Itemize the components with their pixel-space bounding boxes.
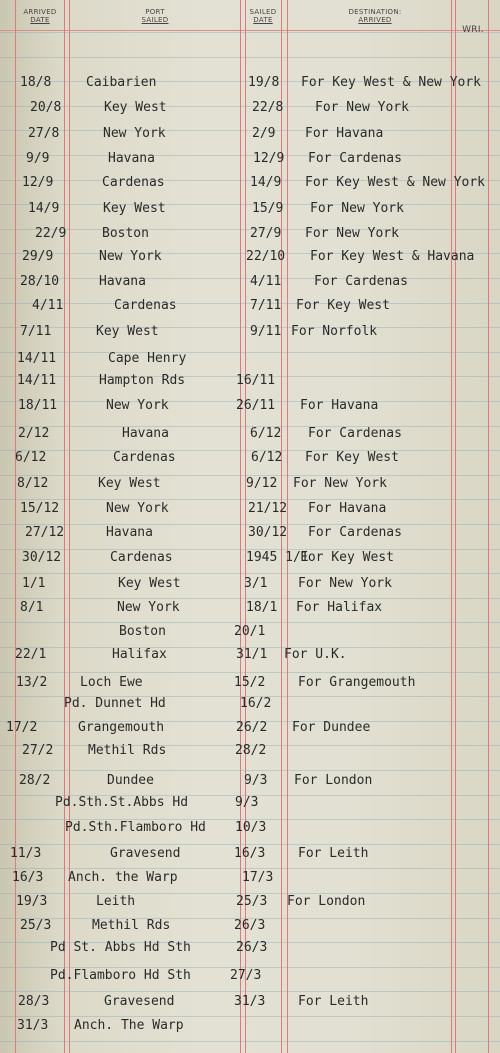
sailed-date-cell: 6/12 (251, 450, 283, 465)
ruled-line (0, 1041, 500, 1042)
ruled-line (0, 991, 500, 992)
ruled-line (0, 450, 500, 451)
port-sailed-cell: New York (99, 249, 162, 264)
ruled-line (0, 868, 500, 869)
sailed-date-cell: 22/10 (246, 249, 286, 264)
port-sailed-cell: New York (106, 398, 169, 413)
ruled-line (0, 1016, 500, 1017)
sailed-date-cell: 26/2 (236, 720, 268, 735)
destination-cell: For Key West (305, 450, 399, 465)
destination-cell: For Cardenas (308, 151, 402, 166)
arrived-date-cell: 14/11 (17, 373, 57, 388)
destination-cell: For Key West & Havana (310, 249, 475, 264)
sailed-date-cell: 4/11 (250, 274, 282, 289)
port-sailed-cell: Key West (118, 576, 181, 591)
sailed-date-cell: 26/3 (236, 940, 268, 955)
sailed-date-cell: 18/1 (246, 600, 278, 615)
arrived-date-cell: 13/2 (16, 675, 48, 690)
ruled-line (0, 672, 500, 673)
arrived-date-cell: 6/12 (15, 450, 47, 465)
port-sailed-cell: Key West (98, 476, 161, 491)
header-destination: DESTINATION: ARRIVED (348, 8, 402, 24)
sailed-date-cell: 15/2 (234, 675, 266, 690)
arrived-date-cell: 8/12 (17, 476, 49, 491)
destination-cell: For Halifax (296, 600, 383, 615)
arrived-date-cell: 4/11 (32, 298, 64, 313)
header-arrived-date: ARRIVED DATE (23, 8, 57, 24)
port-sailed-cell: Dundee (107, 773, 154, 788)
arrived-date-cell: 22/1 (15, 647, 47, 662)
destination-cell: For Cardenas (308, 426, 402, 441)
arrived-date-cell: 9/9 (26, 151, 50, 166)
sailed-date-cell: 9/3 (235, 795, 259, 810)
arrived-date-cell: 20/8 (30, 100, 62, 115)
sailed-date-cell: 1945 1/1 (246, 550, 309, 565)
port-sailed-cell: Methil Rds (92, 918, 171, 933)
ruled-line (0, 130, 500, 131)
arrived-date-cell: 28/2 (19, 773, 51, 788)
port-sailed-cell: Boston (119, 624, 166, 639)
ruled-line (0, 352, 500, 353)
sailed-date-cell: 20/1 (234, 624, 266, 639)
arrived-date-cell: 29/9 (22, 249, 54, 264)
destination-cell: For Dundee (292, 720, 371, 735)
sailed-date-cell: 27/9 (250, 226, 282, 241)
port-sailed-cell: Halifax (112, 647, 167, 662)
port-sailed-cell: Havana (106, 525, 153, 540)
port-sailed-cell: Cardenas (113, 450, 176, 465)
destination-cell: For New York (293, 476, 387, 491)
port-sailed-cell: Havana (99, 274, 146, 289)
sailed-date-cell: 2/9 (252, 126, 276, 141)
arrived-date-cell: 27/8 (28, 126, 60, 141)
arrived-date-cell: 31/3 (17, 1018, 49, 1033)
arrived-date-cell: 18/11 (18, 398, 58, 413)
destination-cell: For Key West & New York (305, 175, 486, 190)
port-sailed-cell: New York (106, 501, 169, 516)
sailed-date-cell: 19/8 (248, 75, 280, 90)
sailed-date-cell: 10/3 (235, 820, 267, 835)
arrived-date-cell: 11/3 (10, 846, 42, 861)
sailed-date-cell: 22/8 (252, 100, 284, 115)
destination-cell: For Grangemouth (298, 675, 416, 690)
arrived-date-cell: 22/9 (35, 226, 67, 241)
port-sailed-cell: Hampton Rds (99, 373, 186, 388)
sailed-date-cell: 12/9 (253, 151, 285, 166)
arrived-date-cell: 18/8 (20, 75, 52, 90)
sailed-date-cell: 15/9 (252, 201, 284, 216)
ruled-line (0, 57, 500, 58)
sailed-date-cell: 16/11 (236, 373, 276, 388)
destination-cell: For London (294, 773, 373, 788)
sailed-date-cell: 6/12 (250, 426, 282, 441)
sailed-date-cell: 3/1 (244, 576, 268, 591)
arrived-date-cell: 28/3 (18, 994, 50, 1009)
port-sailed-cell: Pd.Sth.St.Abbs Hd (55, 795, 189, 810)
header-port-sailed: PORT SAILED (141, 8, 169, 24)
sailed-date-cell: 26/3 (234, 918, 266, 933)
arrived-date-cell: 30/12 (22, 550, 62, 565)
port-sailed-cell: Cardenas (110, 550, 173, 565)
destination-cell: For Norfolk (291, 324, 378, 339)
arrived-date-cell: 27/2 (22, 743, 54, 758)
header-sailed-date: SAILED DATE (249, 8, 277, 24)
sailed-date-cell: 17/3 (242, 870, 274, 885)
column-divider (488, 0, 489, 1053)
destination-cell: For Havana (308, 501, 387, 516)
arrived-date-cell: 12/9 (22, 175, 54, 190)
arrived-date-cell: 1/1 (22, 576, 46, 591)
sailed-date-cell: 9/3 (244, 773, 268, 788)
destination-cell: For Key West (300, 550, 394, 565)
port-sailed-cell: Leith (96, 894, 136, 909)
sailed-date-cell: 31/1 (236, 647, 268, 662)
sailed-date-cell: 27/3 (230, 968, 262, 983)
sailed-date-cell: 16/2 (240, 696, 272, 711)
port-sailed-cell: Grangemouth (78, 720, 165, 735)
ruled-line (0, 598, 500, 599)
sailed-date-cell: 14/9 (250, 175, 282, 190)
port-sailed-cell: Pd.Sth.Flamboro Hd (65, 820, 206, 835)
destination-cell: For New York (315, 100, 409, 115)
sailed-date-cell: 30/12 (248, 525, 288, 540)
port-sailed-cell: Loch Ewe (80, 675, 143, 690)
column-divider (451, 0, 452, 1053)
destination-cell: For New York (310, 201, 404, 216)
ruled-line (0, 573, 500, 574)
sailed-date-cell: 7/11 (250, 298, 282, 313)
header-wri: WRI. (462, 25, 484, 35)
destination-cell: For London (287, 894, 366, 909)
destination-cell: For Havana (300, 398, 379, 413)
destination-cell: For Cardenas (308, 525, 402, 540)
destination-cell: For Leith (298, 846, 369, 861)
arrived-date-cell: 8/1 (20, 600, 44, 615)
ruled-line (0, 844, 500, 845)
sailed-date-cell: 16/3 (234, 846, 266, 861)
ruled-line (0, 155, 500, 156)
destination-cell: For U.K. (284, 647, 347, 662)
port-sailed-cell: Pd.Flamboro Hd Sth (50, 968, 191, 983)
ruled-line (0, 32, 500, 33)
arrived-date-cell: 14/9 (28, 201, 60, 216)
port-sailed-cell: Pd St. Abbs Hd Sth (50, 940, 191, 955)
port-sailed-cell: Pd. Dunnet Hd (64, 696, 166, 711)
arrived-date-cell: 14/11 (17, 351, 57, 366)
port-sailed-cell: Caibarien (86, 75, 157, 90)
arrived-date-cell: 25/3 (20, 918, 52, 933)
port-sailed-cell: Key West (96, 324, 159, 339)
destination-cell: For Leith (298, 994, 369, 1009)
port-sailed-cell: Anch. The Warp (74, 1018, 184, 1033)
ruled-line (0, 622, 500, 623)
column-divider (455, 0, 456, 1053)
port-sailed-cell: New York (103, 126, 166, 141)
sailed-date-cell: 9/11 (250, 324, 282, 339)
port-sailed-cell: Anch. the Warp (68, 870, 178, 885)
port-sailed-cell: Key West (103, 201, 166, 216)
arrived-date-cell: 16/3 (12, 870, 44, 885)
sailed-date-cell: 26/11 (236, 398, 276, 413)
destination-cell: For New York (298, 576, 392, 591)
sailed-date-cell: 25/3 (236, 894, 268, 909)
arrived-date-cell: 15/12 (20, 501, 60, 516)
port-sailed-cell: Cape Henry (108, 351, 187, 366)
port-sailed-cell: Havana (122, 426, 169, 441)
column-divider (64, 0, 65, 1053)
destination-cell: For Key West (296, 298, 390, 313)
column-divider (69, 0, 70, 1053)
ruled-line (0, 770, 500, 771)
arrived-date-cell: 17/2 (6, 720, 38, 735)
destination-cell: For Key West & New York (301, 75, 482, 90)
port-sailed-cell: Methil Rds (88, 743, 167, 758)
ruled-line (0, 499, 500, 500)
port-sailed-cell: Boston (102, 226, 149, 241)
port-sailed-cell: Gravesend (110, 846, 181, 861)
destination-cell: For New York (305, 226, 399, 241)
sailed-date-cell: 28/2 (235, 743, 267, 758)
port-sailed-cell: Key West (104, 100, 167, 115)
arrived-date-cell: 27/12 (25, 525, 65, 540)
arrived-date-cell: 7/11 (20, 324, 52, 339)
sailed-date-cell: 31/3 (234, 994, 266, 1009)
ruled-line (0, 106, 500, 107)
arrived-date-cell: 2/12 (18, 426, 50, 441)
port-sailed-cell: Cardenas (114, 298, 177, 313)
ruled-line (0, 204, 500, 205)
arrived-date-cell: 19/3 (16, 894, 48, 909)
arrived-date-cell: 28/10 (20, 274, 60, 289)
destination-cell: For Havana (305, 126, 384, 141)
sailed-date-cell: 21/12 (248, 501, 288, 516)
port-sailed-cell: New York (117, 600, 180, 615)
sailed-date-cell: 9/12 (246, 476, 278, 491)
port-sailed-cell: Havana (108, 151, 155, 166)
header-rule (0, 30, 500, 31)
port-sailed-cell: Gravesend (104, 994, 175, 1009)
port-sailed-cell: Cardenas (102, 175, 165, 190)
destination-cell: For Cardenas (314, 274, 408, 289)
